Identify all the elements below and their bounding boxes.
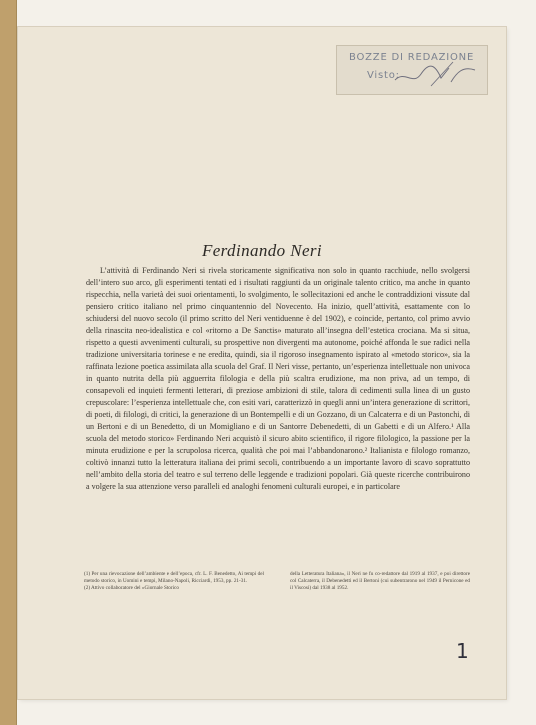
article-title: Ferdinando Neri (201, 241, 323, 260)
footnote-2-continued: della Letteratura Italiana», il Neri ne fu co-redattore dal 1919 al 1937, e poi direttore col Calcaterra, il Debenedetti ed il Bertoni (cui subentrarono nel 1949 il Pernicone ed il Viscosi) dal 1938 al 1952. (290, 571, 470, 591)
handwritten-page-number: 1 (456, 639, 469, 663)
footnotes-left-column (84, 571, 264, 591)
binding-strip (0, 0, 17, 725)
footnotes (84, 571, 470, 591)
article-body: L’attività di Ferdinando Neri si rivela storicamente significativa non solo in quanto racchiude, nello svolgersi dell’intero suo arco, gli esperimenti tentati ed i risultati raggiunti da un originale talento critico, ma anche in quanto rispecchia, nella varietà dei suoi orientamenti, lo svolgimento, le sollecitazioni ed anche le contraddizioni vissute dal pensiero critico italiano nel primo cinquantennio del Novecento. Ha inizio, quell’attività, esattamente con lo schiudersi del nuovo secolo (il primo scritto del Neri ventiduenne è del 1902), e coincide, pertanto, col primo avvio della rinascita neo-idealistica e col «ritorno a De Sanctis» maturato all’insegna dell’estetica crociana. Ma si situa, rispetto a questi avvenimenti culturali, su prospettive non divergenti ma autonome, poiché affonda le sue radici nella tradizione universitaria torinese e ne eredita, quindi, sia il rigoroso insegnamento ispirato al «metodo storico», sia la raffinata lezione poetica assimilata alla scuola del Graf. Il Neri visse, pertanto, un’esperienza intellettuale non univoca in quanto nutrita della più agguerrita filologia e della più scaltra erudizione, ma non priva, ad un tempo, di consapevoli ed inquieti fermenti letterari, di preziose ambizioni di stile, talora di cedimenti sulla linea di un gusto crepuscolare: l’esperienza intellettuale che, con esiti vari, caratterizzò in quegli anni un’intera generazione di scrittori, di poeti, di filologi, di critici, la generazione di un Bontempelli e di un Gozzano, di un Calcaterra e di un Pastonchi, di un Bertoni e di un Benedetto, di un Momigliano e di un Santorre Debenedetti, di un Gabetti e di un Alfero.¹ Alla scuola del metodo storico» Ferdinando Neri acquistò il sicuro abito scientifico, il rigore filologico, la passione per la minuta erudizione e per la scrupolosa ricerca, qualità che poi mai l’abbandonarono.² Italianista e filologo romanzo, coltivò innanzi tutto la letteratura italiana dei primi secoli, contribuendo a un importante lavoro di scavo soprattutto nell’ambito della storia del teatro e sul terreno delle leggende e tradizioni popolari. Già queste ricerche contribuirono a volgere la sua attenzione verso paralleli ed analoghi fenomeni culturali europei, e in particolare (86, 266, 470, 491)
signature-scribble-icon (391, 60, 481, 90)
footnotes-right-column (290, 571, 470, 591)
editorial-stamp (336, 45, 488, 95)
document-page (18, 27, 506, 699)
footnote-1: (1) Per una rievocazione dell’ambiente e dell’epoca, cfr. L. F. Benedetto, Ai tempi del metodo storico, in Uomini e tempi, Milano-Napoli, Ricciardi, 1953, pp. 21-31. (84, 571, 264, 584)
stamp-label: BOZZE DI REDAZIONE (349, 52, 475, 63)
footnote-2-start: (2) Attivo collaboratore del «Giornale Storico (84, 584, 179, 591)
stamp-visto: Visto: (367, 70, 400, 81)
